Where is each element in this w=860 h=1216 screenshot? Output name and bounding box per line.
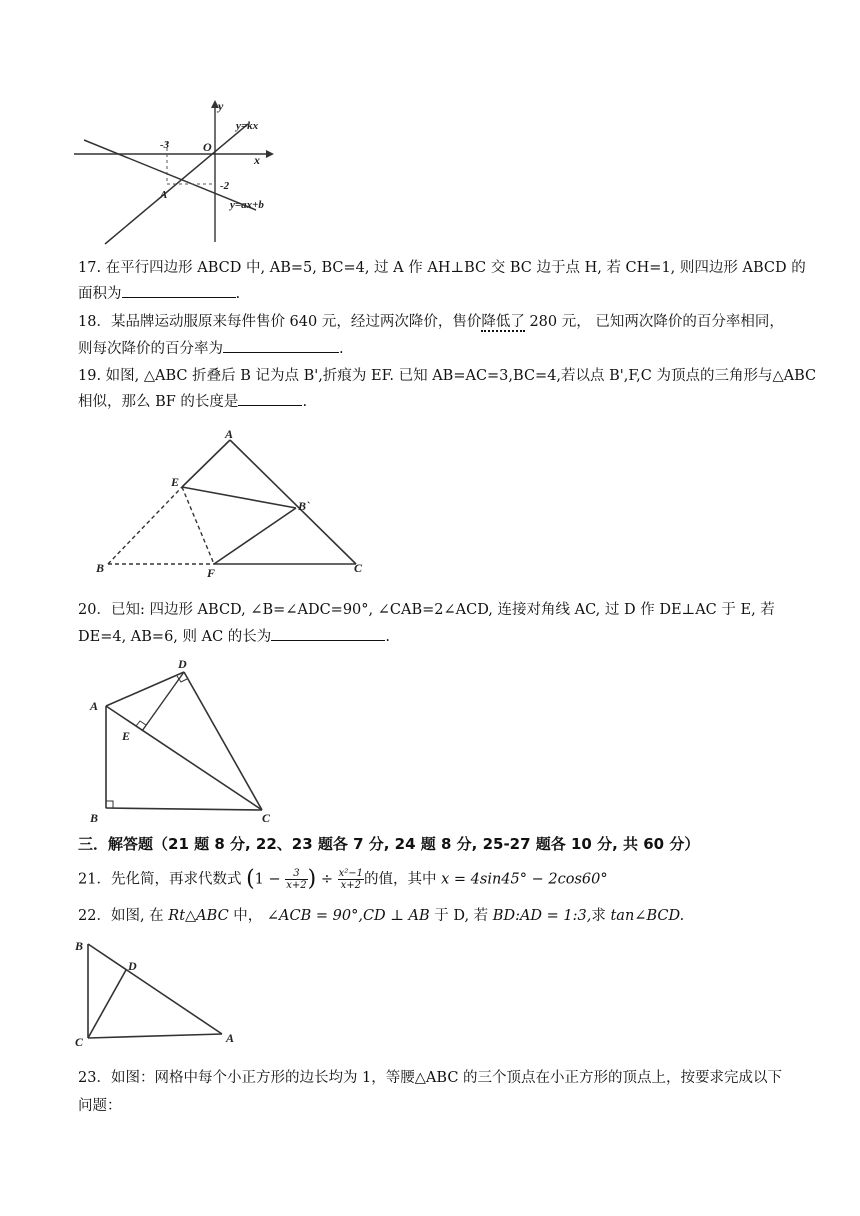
- question-18-line-2: 则每次降价的百分率为 .: [78, 338, 794, 359]
- vertex-d-label: D: [178, 657, 187, 671]
- question-18-line-1: 18．某品牌运动服原来每件售价 640 元，经过两次降价，售价降低了 280 元， 已知两次降价的百分率相同，: [78, 314, 784, 330]
- figure-folded-triangle: [88, 424, 378, 582]
- question-21: 21．先化简，再求代数式 (1 − $\frac{3}{x+2}$ ) ÷ $\frac{\text{x²−1}}{x+2}$ 的值，其中 x = 4sin45° − 2cos60°: [78, 866, 608, 892]
- vertex-a-label: A: [226, 1031, 235, 1045]
- line-axb-label: y=ax+b: [230, 199, 264, 211]
- vertex-e-label: E: [171, 475, 180, 489]
- y-axis-label: y: [218, 99, 224, 113]
- vertex-f-label: F: [207, 566, 216, 580]
- vertex-c-label: C: [354, 561, 363, 575]
- answer-blank-20[interactable]: [271, 626, 385, 641]
- question-19-line-1: 19. 如图, △ABC 折叠后 B 记为点 B',折痕为 EF. 已知 AB=AC=3,BC=4,若以点 B',F,C 为顶点的三角形与△ABC: [78, 368, 817, 384]
- section-heading-3: 三．解答题（21 题 8 分, 22、23 题各 7 分, 24 题 8 分, 25-27 题各 10 分, 共 60 分）: [78, 835, 700, 853]
- vertex-c-label: C: [75, 1035, 84, 1049]
- question-17-line-1: 17. 在平行四边形 ABCD 中, AB=5, BC=4, 过 A 作 AH⊥BC 交 BC 边于点 H, 若 CH=1, 则四边形 ABCD 的: [78, 260, 806, 276]
- answer-blank-19[interactable]: [238, 391, 302, 406]
- answer-blank-17[interactable]: [122, 283, 236, 298]
- question-19-line-2: 相似，那么 BF 的长度是 .: [78, 391, 794, 412]
- vertex-b-prime-label: B`: [298, 499, 310, 513]
- origin-label: O: [203, 140, 212, 154]
- question-17-line-2: 面积为 .: [78, 283, 794, 304]
- vertex-e-label: E: [122, 729, 131, 743]
- vertex-b-label: B: [96, 561, 105, 575]
- fraction-x2-minus-1-over-x-plus-2: $\frac{\text{x²−1}}{x+2}$: [338, 868, 363, 891]
- emphasized-text: 降低了: [481, 314, 525, 330]
- question-23-line-1: 23．如图：网格中每个小正方形的边长均为 1，等腰△ABC 的三个顶点在小正方形的顶点上，按要求完成以下: [78, 1070, 783, 1086]
- vertex-d-label: D: [128, 959, 137, 973]
- vertex-b-label: B: [90, 811, 99, 825]
- vertex-a-label: A: [90, 699, 99, 713]
- question-22: 22．如图, 在 Rt△ABC 中， ∠ACB = 90°,CD ⊥ AB 于 D, 若 BD:AD = 1:3,求 tan∠BCD.: [78, 908, 685, 924]
- answer-blank-18[interactable]: [223, 338, 339, 353]
- question-20-line-1: 20．已知: 四边形 ABCD, ∠B=∠ADC=90°, ∠CAB=2∠ACD, 连接对角线 AC, 过 D 作 DE⊥AC 于 E, 若: [78, 602, 775, 618]
- vertex-c-label: C: [262, 811, 271, 825]
- figure-right-triangle: [70, 934, 250, 1050]
- vertex-a-label: A: [225, 427, 234, 441]
- figure-linear-functions: [70, 98, 290, 246]
- question-20-line-2: DE=4, AB=6, 则 AC 的长为 .: [78, 626, 794, 647]
- question-23-line-2: 问题：: [78, 1098, 122, 1114]
- line-kx-label: y=kx: [236, 120, 259, 132]
- point-a-label: A: [160, 189, 168, 201]
- figure-quadrilateral: [84, 652, 284, 830]
- vertex-b-label: B: [75, 939, 84, 953]
- fraction-3-over-x-plus-2: $\frac{3}{x+2}$: [286, 868, 307, 891]
- x-axis-label: x: [254, 153, 260, 167]
- tick-x-label: -3: [160, 139, 170, 151]
- tick-y-label: -2: [220, 180, 230, 192]
